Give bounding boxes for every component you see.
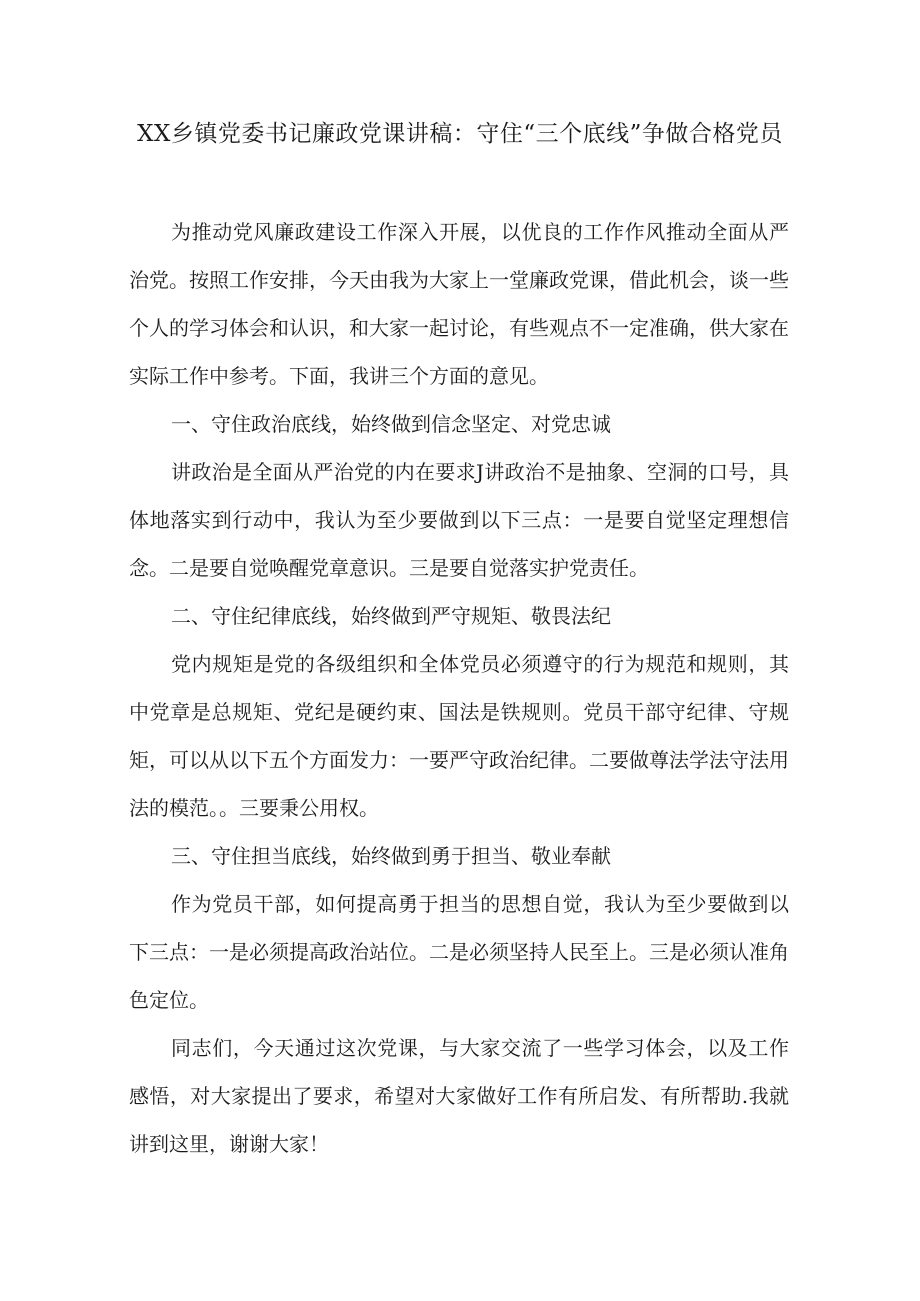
section-3-body: 作为党员干部，如何提高勇于担当的思想自觉，我认为至少要做到以下三点：一是必须提高政治站位。二是必须坚持人民至上。三是必须认准角色定位。 [129, 892, 789, 1012]
section-1-body: 讲政治是全面从严治党的内在要求J讲政治不是抽象、空洞的口号，具体地落实到行动中，我认为至少要做到以下三点：一是要自觉坚定理想信念。二是要自觉唤醒党章意识。三是要自觉落实护党责任。 [129, 460, 789, 580]
intro-paragraph: 为推动党风廉政建设工作深入开展，以优良的工作作风推动全面从严治党。按照工作安排，今天由我为大家上一堂廉政党课，借此机会，谈一些个人的学习体会和认识，和大家一起讨论，有些观点不一定准确，供大家在实际工作中参考。下面，我讲三个方面的意见。 [129, 220, 789, 388]
section-1-heading: 一、守住政治底线，始终做到信念坚定、对党忠诚 [171, 412, 611, 436]
closing-paragraph: 同志们，今天通过这次党课，与大家交流了一些学习体会，以及工作感悟，对大家提出了要求，希望对大家做好工作有所启发、有所帮助.我就讲到这里，谢谢大家！ [129, 1036, 789, 1156]
section-3-heading: 三、守住担当底线，始终做到勇于担当、敬业奉献 [171, 844, 611, 868]
section-2-body: 党内规矩是党的各级组织和全体党员必须遵守的行为规范和规则，其中党章是总规矩、党纪是硬约束、国法是铁规则。党员干部守纪律、守规矩，可以从以下五个方面发力：一要严守政治纪律。二要做尊法学法守法用法的模范。。三要秉公用权。 [129, 652, 789, 820]
section-2-heading: 二、守住纪律底线，始终做到严守规矩、敬畏法纪 [171, 604, 611, 628]
document-title: XX乡镇党委书记廉政党课讲稿：守住“三个底线”争做合格党员 [137, 121, 783, 147]
